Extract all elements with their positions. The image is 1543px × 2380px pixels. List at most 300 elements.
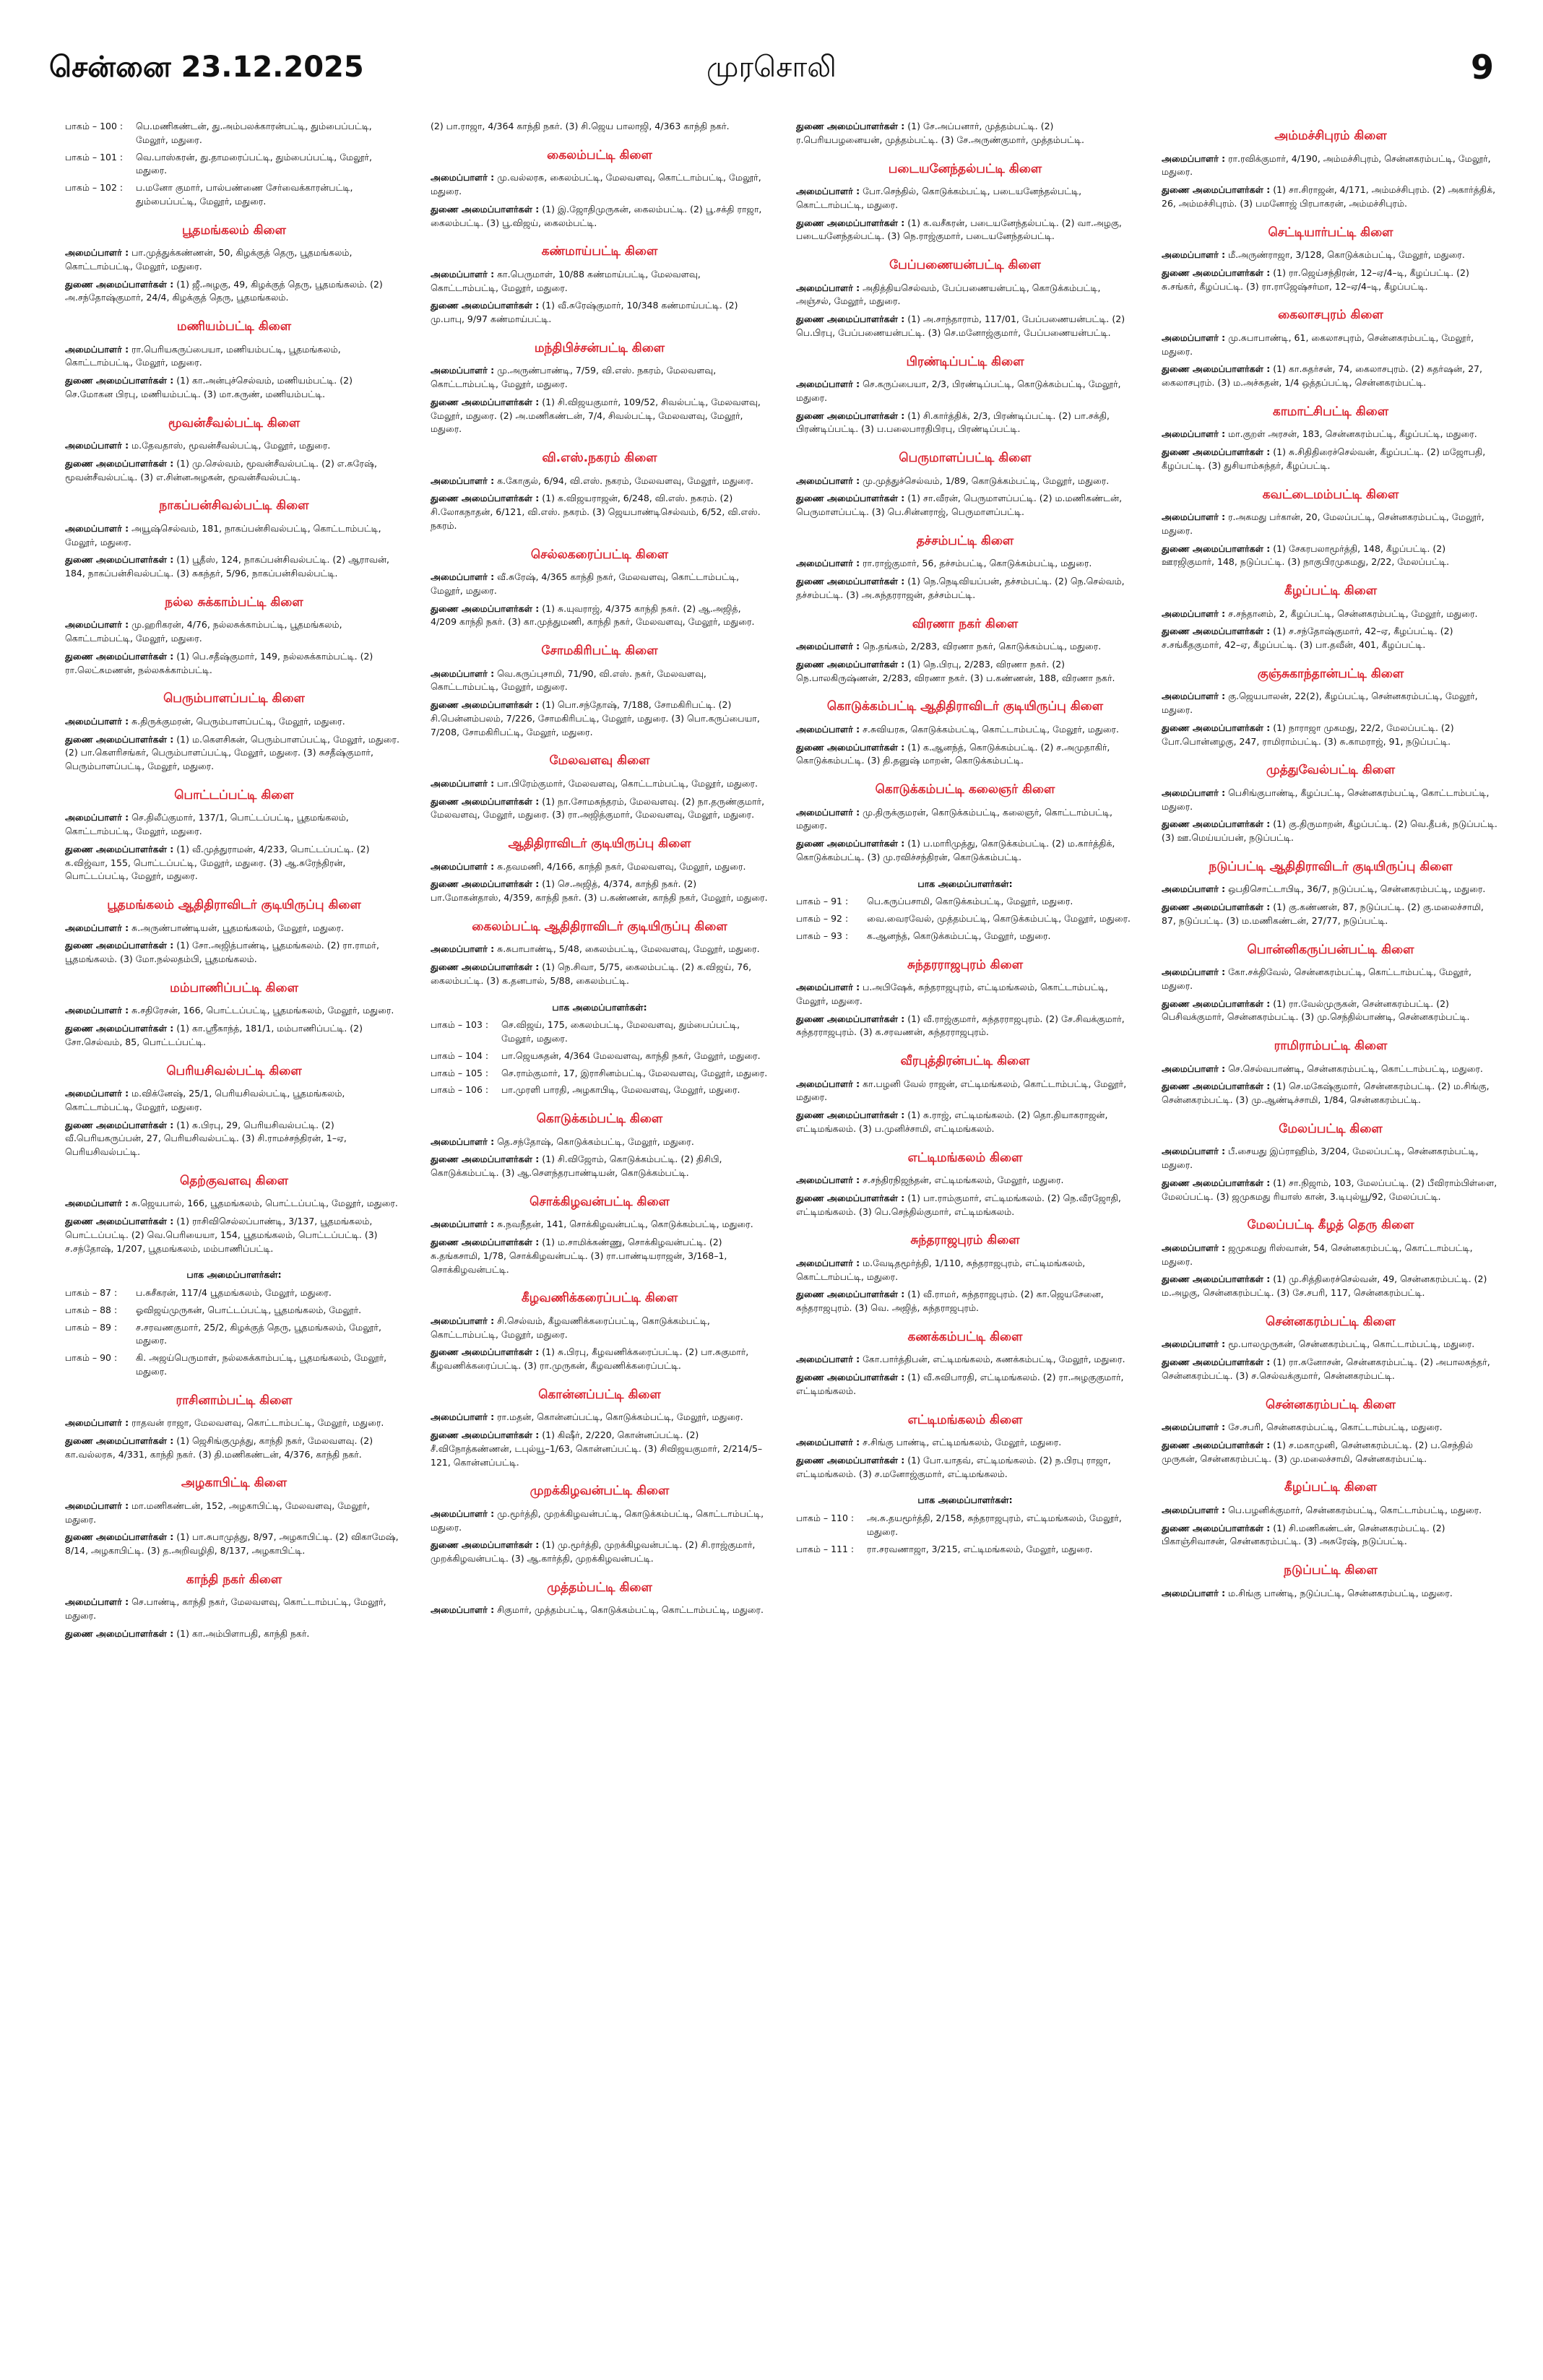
branch-title: கண்மாய்பட்டி கிளை [541, 244, 658, 259]
branch-section [431, 1482, 769, 1566]
branch-section [65, 1268, 403, 1378]
branch-section [431, 147, 769, 230]
branch-section [1162, 858, 1500, 928]
branch-section [796, 1494, 1134, 1556]
office-bearer-entry [431, 1507, 769, 1535]
role-label: துணை அமைப்பாளர்கள் : [431, 1429, 540, 1440]
office-bearer-text: (1) நெ.பிரபு, 2/283, விரணா நகர். (2) நெ.பாலகிருஷ்ணன், 2/283, விரணா நகர். (3) ப.கண்ணன், 188, விரணா நகர். [796, 658, 1115, 683]
branch-section [796, 956, 1134, 1040]
branch-section [1162, 1313, 1500, 1383]
office-bearer-text: பெ.பழனிக்குமார், சென்னகரம்பட்டி, கொட்டாம்பட்டி, மதுரை. [1228, 1504, 1482, 1515]
office-bearer-entry [1162, 1587, 1500, 1601]
office-bearer-entry [65, 939, 403, 966]
part-organiser-text: பெ.கருப்பசாமி, கொடுக்கம்பட்டி, மேலூர், மதுரை. [867, 896, 1073, 907]
branch-section [796, 698, 1134, 768]
office-bearer-text: (1) கு.கண்ணன், 87, நடுப்பட்டி. (2) கு.மலைச்சாமி, 87, நடுப்பட்டி. (3) ம.மணிகண்டன், 27/77, நடுப்பட்டி. [1162, 901, 1484, 926]
office-bearer-entry [65, 553, 403, 581]
office-bearer-entry [431, 1218, 769, 1232]
office-bearer-text: (1) சு.ராஜ், எட்டிமங்கலம். (2) தொ.தியாகராஜன், எட்டிமங்கலம். (3) ப.முனிச்சாமி, எட்டிமங்கலம். [796, 1109, 1108, 1134]
branch-title: மேலவளவு கிளை [549, 753, 650, 769]
role-label: அமைப்பாளர் : [1162, 691, 1226, 702]
office-bearer-entry [796, 1371, 1134, 1398]
office-bearer-text: (1) சு.யுவராஜ், 4/375 காந்தி நகர். (2) ஆ.அஜித், 4/209 காந்தி நகர். (3) கா.முத்துமணி, காந்தி நகர், மேலவளவு, மேலூர், மதுரை. [431, 602, 755, 628]
office-bearer-text: ச.சந்திரநிஜந்தன், எட்டிமங்கலம், மேலூர், மதுரை. [863, 1174, 1064, 1185]
office-bearer-entry [65, 1596, 403, 1623]
branch-section [796, 449, 1134, 519]
office-bearer-entry [65, 1119, 403, 1159]
office-bearer-text: மு.அருண்பாண்டி, 7/59, வி.எஸ். நகரம், மேலவளவு, கொட்டாம்பட்டி, மேலூர், மதுரை. [431, 365, 717, 389]
role-label: துணை அமைப்பாளர்கள் : [431, 396, 540, 407]
branch-section [65, 1474, 403, 1558]
part-number: பாகம் – 104 : [431, 1050, 489, 1061]
office-bearer-entry [1162, 966, 1500, 993]
part-organiser-row [431, 1083, 769, 1097]
office-bearer-text: (1) மு.சித்திரைச்செல்வன், 49, சென்னகரம்பட்டி. (2) ம.அழகு, சென்னகரம்பட்டி. (3) சே.சபரி, 117, சென்னகரம்பட்டி. [1162, 1273, 1487, 1298]
branch-section [796, 1232, 1134, 1315]
role-label: அமைப்பாளர் : [796, 806, 860, 818]
office-bearer-text: (1) சா.சிராஜன், 4/171, அம்மச்சிபுரம். (2) அகார்த்திக், 26, அம்மச்சிபுரம். (3) பமனோஜ் பிரபாகரன், அம்மச்சிபுரம். [1162, 184, 1496, 209]
office-bearer-text: (1) ரா.வேல்முருகன், சென்னகரம்பட்டி. (2) பெசிவக்குமார், சென்னகரம்பட்டி. (3) மு.செந்தில்பாண்டி, சென்னகரம்பட்டி. [1162, 998, 1470, 1023]
office-bearer-text: சு.திருக்குமரன், பெரும்பாளப்பட்டி, மேலூர், மதுரை. [131, 715, 345, 727]
branch-title: மணியம்பட்டி கிளை [176, 319, 292, 334]
role-label: துணை அமைப்பாளர்கள் : [1162, 818, 1271, 830]
branch-title: பொட்டப்பட்டி கிளை [174, 787, 294, 802]
branch-section [65, 787, 403, 883]
office-bearer-entry [65, 522, 403, 550]
role-label: துணை அமைப்பாளர்கள் : [796, 313, 905, 324]
branch-section [1162, 665, 1500, 749]
office-bearer-entry [1162, 1063, 1500, 1076]
office-bearer-text: (1) அ.சாந்தாராம், 117/01, பேப்பணையன்பட்டி. (2) பெ.பிரபு, பேப்பணையன்பட்டி. (3) செ.மனோஜ்குமார், பேப்பணையன்பட்டி. [796, 313, 1125, 338]
office-bearer-entry [796, 741, 1134, 769]
role-label: துணை அமைப்பாளர்கள் : [65, 1216, 174, 1226]
part-number: பாகம் – 102 : [65, 182, 124, 193]
role-label: துணை அமைப்பாளர்கள் : [796, 1372, 905, 1382]
office-bearer-text: பா.முத்துக்கண்ணன், 50, கிழக்குத் தெரு, பூதமங்கலம், கொட்டாம்பட்டி, மேலூர், மதுரை. [65, 247, 353, 272]
role-label: அமைப்பாளர் : [431, 1411, 495, 1423]
branch-section [65, 415, 403, 485]
part-organiser-row [65, 181, 403, 209]
office-bearer-text: மு.ஹரிகரன், 4/76, நல்லசுக்காம்பட்டி, பூதமங்கலம், கொட்டாம்பட்டி, மேலூர், மதுரை. [65, 619, 342, 644]
branch-section [431, 835, 769, 905]
office-bearer-text: சே.சபரி, சென்னகரம்பட்டி, கொட்டாம்பட்டி, மதுரை. [1228, 1421, 1443, 1432]
office-bearer-text: க.கோகுல், 6/94, வி.எஸ். நகரம், மேலவளவு, மேலூர், மதுரை. [497, 475, 753, 486]
role-label: துணை அமைப்பாளர்கள் : [1162, 1439, 1271, 1450]
office-bearer-entry [65, 1215, 403, 1255]
role-label: அமைப்பாளர் : [431, 365, 495, 376]
office-bearer-text: (1) நெ.சிவா, 5/75, கைலம்பட்டி. (2) க.விஜய், 76, கைலம்பட்டி. (3) க.தனபால், 5/88, கைலம்பட்டி. [431, 961, 752, 986]
branch-section [1162, 1037, 1500, 1107]
office-bearer-entry [796, 185, 1134, 212]
office-bearer-text: சு.சுபாபாண்டி, 5/48, கைலம்பட்டி, மேலவளவு, மேலூர், மதுரை. [497, 943, 760, 955]
branch-title: காமாட்சிபட்டி கிளை [1272, 404, 1389, 419]
role-label: அமைப்பாளர் : [796, 1257, 860, 1268]
office-bearer-text: (1) சா.வீரன், பெருமாளப்பட்டி. (2) ம.மணிகண்டன், பெருமாளப்பட்டி. (3) பெ.சின்னராஜ், பெருமாளப்பட்டி. [796, 493, 1123, 517]
office-bearer-entry [431, 1346, 769, 1373]
office-bearer-entry [65, 1416, 403, 1430]
office-bearer-entry [431, 698, 769, 739]
part-number: பாகம் – 105 : [431, 1067, 489, 1078]
office-bearer-text: மு.வல்லரசு, கைலம்பட்டி, மேலவளவு, கொட்டாம்பட்டி, மேலூர், மதுரை. [431, 172, 761, 196]
office-bearer-entry [796, 313, 1134, 340]
office-bearer-entry [796, 1353, 1134, 1367]
branch-section [431, 752, 769, 822]
role-label: துணை அமைப்பாளர்கள் : [65, 940, 174, 951]
office-bearer-text: மு.சுபாபாண்டி, 61, கைலாசபுரம், சென்னகரம்பட்டி, மேலூர், மதுரை. [1162, 332, 1474, 357]
office-bearer-entry [65, 374, 403, 402]
office-bearer-entry [65, 922, 403, 935]
part-organiser-row [65, 1351, 403, 1379]
office-bearer-text: செ.திலீப்குமார், 137/1, பொட்டப்பட்டி, பூதமங்கலம், கொட்டாம்பட்டி, மேலூர், மதுரை. [65, 812, 349, 836]
office-bearer-entry [431, 1539, 769, 1566]
part-organiser-text: ச.சரவணகுமார், 25/2, கிழக்குத் தெரு, பூதமங்கலம், மேலூர், மதுரை. [136, 1321, 381, 1346]
role-label: துணை அமைப்பாளர்கள் : [431, 1237, 540, 1247]
role-label: அமைப்பாளர் : [65, 247, 129, 258]
office-bearer-entry [796, 410, 1134, 437]
office-bearer-text: (1) கா.அம்பிளாபதி, காந்தி நகர். [176, 1627, 310, 1639]
office-bearer-entry [65, 457, 403, 485]
part-organiser-row [431, 1067, 769, 1081]
branch-title: சொக்கிழவன்பட்டி கிளை [530, 1194, 670, 1209]
branch-section [796, 160, 1134, 244]
column-2 [431, 120, 769, 1630]
part-organiser-row [796, 1543, 1134, 1557]
branch-section [65, 1392, 403, 1462]
office-bearer-text: (1) சி.மணிகண்டன், சென்னகரம்பட்டி. (2) பிகாஞ்சிவாசன், சென்னகரம்பட்டி. (3) அசுரேஷ், நடுப்பட்டி. [1162, 1522, 1445, 1547]
branch-section [1162, 941, 1500, 1025]
office-bearer-text: (1) போ.யாதவ், எட்டிமங்கலம். (2) ந.பிரபு ராஜா, எட்டிமங்கலம். (3) ச.மனோஜ்குமார், எட்டிமங்கலம். [796, 1454, 1111, 1479]
role-label: அமைப்பாளர் : [65, 1596, 129, 1608]
office-bearer-entry [796, 475, 1134, 488]
branch-title: வீரபுத்திரன்பட்டி கிளை [900, 1054, 1030, 1068]
part-number: பாகம் – 106 : [431, 1084, 489, 1096]
branch-section [65, 120, 403, 209]
office-bearer-entry [1162, 1273, 1500, 1300]
office-bearer-entry [431, 492, 769, 532]
office-bearer-text: (1) பொ.சந்தோஷ், 7/188, சோமகிரிபட்டி. (2) சி.பென்னம்பலம், 7/226, சோமகிரிபட்டி, மேலூர், மதுரை. (3) பொ.கருப்பையா, 7/208, சோமகிரிபட்டி, மேலூர், மதுரை. [431, 699, 760, 737]
office-bearer-text: (1) ராசிவிசெல்லப்பாண்டி, 3/137, பூதமங்கலம், பொட்டப்பட்டி. (2) வெ.பெரியையா, 154, பூதமங்கலம், பொட்டப்பட்டி. (3) ச.சந்தோஷ், 1/207, பூதமங்கலம், மம்பாணிப்பட்டி. [65, 1216, 378, 1254]
office-bearer-entry [1162, 152, 1500, 180]
part-organiser-row [65, 1304, 403, 1317]
role-label: துணை அமைப்பாளர்கள் : [65, 650, 174, 662]
role-label: அமைப்பாளர் : [1162, 787, 1226, 798]
branch-title: கொடுக்கம்பட்டி கலைஞர் கிளை [875, 782, 1055, 797]
branch-section [65, 1571, 403, 1641]
role-label: அமைப்பாளர் : [796, 186, 860, 196]
office-bearer-entry [1162, 1338, 1500, 1351]
branch-title: நடுப்பட்டி கிளை [1284, 1563, 1378, 1578]
role-label: அமைப்பாளர் : [796, 641, 860, 652]
office-bearer-text: (1) ப.மாரிமுத்து, கொடுக்கம்பட்டி. (2) ம.கார்த்திக், கொடுக்கம்பட்டி. (3) மு.ரவிச்சந்திரன், கொடுக்கம்பட்டி. [796, 838, 1115, 862]
office-bearer-entry [431, 777, 769, 791]
office-bearer-entry [1162, 332, 1500, 359]
office-bearer-entry [796, 575, 1134, 602]
branch-section [796, 878, 1134, 943]
role-label: துணை அமைப்பாளர்கள் : [1162, 446, 1271, 457]
branch-title: மேலப்பட்டி கீழத் தெரு கிளை [1247, 1218, 1414, 1233]
role-label: அமைப்பாளர் : [1162, 1146, 1226, 1157]
office-bearer-entry [1162, 883, 1500, 896]
office-bearer-entry [65, 343, 403, 371]
office-bearer-text: தெ.சந்தோஷ், கொடுக்கம்பட்டி, மேலூர், மதுரை. [497, 1135, 694, 1147]
role-label: அமைப்பாளர் : [796, 282, 860, 293]
part-organiser-text: கி. அஜய்பெருமாள், நல்லசுக்காம்பட்டி, பூதமங்கலம், மேலூர், மதுரை. [136, 1352, 387, 1377]
office-bearer-entry [796, 1174, 1134, 1187]
office-bearer-text: மீ.அருண்ராஜா, 3/128, கொடுக்கம்பட்டி, மேலூர், மதுரை. [1228, 249, 1465, 260]
branch-section [431, 1193, 769, 1277]
branch-title: கைலாசபுரம் கிளை [1278, 308, 1383, 323]
branch-title: கீழப்பட்டி கிளை [1284, 584, 1378, 598]
office-bearer-entry [431, 1604, 769, 1617]
office-bearer-entry [65, 278, 403, 306]
role-label: அமைப்பாளர் : [796, 723, 860, 735]
branch-section [796, 1149, 1134, 1219]
office-bearer-entry [431, 1135, 769, 1149]
branch-section [1162, 1216, 1500, 1300]
role-label: அமைப்பாளர் : [796, 1174, 860, 1185]
branch-title: கீழவணிக்கரைப்பட்டி கிளை [521, 1291, 678, 1306]
role-label: துணை அமைப்பாளர்கள் : [796, 576, 905, 587]
branch-section [431, 243, 769, 326]
office-bearer-entry [65, 1435, 403, 1462]
office-bearer-text: அதித்தியசெல்வம், பேப்பணையன்பட்டி, கொடுக்கம்பட்டி, அஞ்சல், மேலூர், மதுரை. [796, 282, 1101, 307]
role-label: துணை அமைப்பாளர்கள் : [65, 1119, 174, 1130]
role-label: அமைப்பாளர் : [65, 619, 129, 631]
office-bearer-entry [1162, 1439, 1500, 1466]
office-bearer-text: ப.அபிஷேக், சுந்தராஜபுரம், எட்டிமங்கலம், கொட்டாம்பட்டி, மேலூர், மதுரை. [796, 982, 1108, 1006]
part-organiser-text: செ.விஜய், 175, கைலம்பட்டி, மேலவளவு, தும்பைப்பட்டி, மேலூர், மதுரை. [501, 1019, 740, 1044]
edition-date: சென்னை 23.12.2025 [49, 51, 364, 84]
branch-section [1162, 1479, 1500, 1549]
office-bearer-entry [1162, 542, 1500, 570]
part-number: பாகம் – 93 : [796, 930, 849, 941]
part-organiser-row [431, 1018, 769, 1046]
branch-section [796, 1411, 1134, 1481]
part-organiser-text: அ.சு.தயமூர்த்தி, 2/158, சுந்தராஜபுரம், எட்டிமங்கலம், மேலூர், மதுரை. [867, 1513, 1122, 1537]
office-bearer-entry [1162, 363, 1500, 390]
branch-section [65, 979, 403, 1050]
office-bearer-entry [796, 1257, 1134, 1284]
office-bearer-text: ஜமுகமது ரிஸ்வான், 54, சென்னகரம்பட்டி, கொட்டாம்பட்டி, மதுரை. [1162, 1242, 1473, 1267]
branch-title: எட்டிமங்கலம் கிளை [907, 1150, 1023, 1165]
office-bearer-text: (1) க.விஜயராஜன், 6/248, வி.எஸ். நகரம். (2) சி.லோகநாதன், 6/121, வி.எஸ். நகரம். (3) ஜெயபாண்டிசெல்வம், 6/52, வி.எஸ். நகரம். [431, 493, 761, 531]
branch-title: பொன்னிகருப்பன்பட்டி கிளை [1247, 942, 1414, 957]
office-bearer-text: (1) நெ.நெடிவியப்பன், தச்சம்பட்டி. (2) நெ.செல்வம், தச்சம்பட்டி. (3) அ.சுந்தரராஜன், தச்சம்பட்டி. [796, 576, 1125, 600]
office-bearer-text: மா.குறள் அரசன், 183, சென்னகரம்பட்டி, கீழப்பட்டி, மதுரை. [1228, 428, 1477, 440]
office-bearer-text: ர.அகமது பர்கான், 20, மேலப்பட்டி, சென்னகரம்பட்டி, மேலூர், மதுரை. [1162, 511, 1484, 536]
office-bearer-text: (1) செ.மகேஷ்குமார், சென்னகரம்பட்டி. (2) ம.சிங்கு, சென்னகரம்பட்டி. (3) மு.ஆண்டிச்சாமி, 1/84, சென்னகரம்பட்டி. [1162, 1081, 1490, 1105]
role-label: துணை அமைப்பாளர்கள் : [431, 493, 540, 504]
newspaper-name: முரசொலி [706, 51, 837, 84]
role-label: அமைப்பாளர் : [1162, 152, 1226, 164]
office-bearer-entry [1162, 446, 1500, 473]
office-bearer-text: மூ.பாலமுருகன், சென்னகரம்பட்டி, கொட்டாம்பட்டி, மதுரை. [1228, 1338, 1475, 1350]
office-bearer-entry [65, 650, 403, 678]
role-label: துணை அமைப்பாளர்கள் : [431, 203, 540, 215]
role-label: அமைப்பாளர் : [431, 475, 495, 486]
part-organiser-text: வை.வைரவேல், முத்தம்பட்டி, கொடுக்கம்பட்டி, மேலூர், மதுரை. [867, 913, 1131, 924]
office-bearer-entry [431, 961, 769, 988]
role-label: அமைப்பாளர் : [796, 1437, 860, 1448]
part-organiser-row [796, 895, 1134, 909]
office-bearer-text: (1) சா.நிஜாம், 103, மேலப்பட்டி. (2) பீவிராம்பிள்ளை, மேலப்பட்டி. (3) ஜமுகமது ரியாஸ் கான், 3.டிபுல்யூ/92, மேலப்பட்டி. [1162, 1177, 1497, 1202]
office-bearer-text: ரா.ரவிக்குமார், 4/190, அம்மச்சிபுரம், சென்னகரம்பட்டி, மேலூர், மதுரை. [1162, 152, 1491, 178]
role-label: துணை அமைப்பாளர்கள் : [796, 410, 905, 421]
branch-section [431, 546, 769, 630]
role-label: துணை அமைப்பாளர்கள் : [1162, 901, 1271, 912]
office-bearer-entry [796, 981, 1134, 1008]
office-bearer-entry [1162, 607, 1500, 621]
office-bearer-entry [65, 811, 403, 839]
branch-section [431, 449, 769, 533]
office-bearer-text: வீ.சுரேஷ், 4/365 காந்தி நகர், மேலவளவு, கொட்டாம்பட்டி, மேலூர், மதுரை. [431, 571, 740, 596]
office-bearer-text: ம.சிங்கு பாண்டி, நடுப்பட்டி, சென்னகரம்பட்டி, மதுரை. [1228, 1587, 1453, 1598]
office-bearer-text: ம.தேவதாஸ், மூவன்சீவல்பட்டி, மேலூர், மதுரை. [131, 440, 331, 451]
branch-title: முறக்கிழவன்பட்டி கிளை [530, 1484, 670, 1499]
office-bearer-text: (1) மு.செல்வம், மூவன்சீவல்பட்டி. (2) எ.சுரேஷ், மூவன்சீவல்பட்டி. (3) எ.சின்னஅழகன், மூவன்சீவல்பட்டி. [65, 457, 377, 483]
role-label: துணை அமைப்பாளர்கள் : [431, 300, 540, 311]
office-bearer-text: (1) பூதீஸ், 124, நாகப்பன்சிவல்பட்டி. (2) ஆராவன், 184, நாகப்பன்சிவல்பட்டி. (3) சுகந்தர், 5/96, நாகப்பன்சிவல்பட்டி. [65, 554, 389, 579]
role-label: அமைப்பாளர் : [1162, 332, 1226, 343]
office-bearer-entry [431, 795, 769, 823]
office-bearer-text: மு.திருக்குமரன், கொடுக்கம்பட்டி, கலைஞர், கொட்டாம்பட்டி, மதுரை. [796, 806, 1112, 831]
branch-section [65, 318, 403, 402]
office-bearer-entry [65, 1531, 403, 1558]
role-label: துணை அமைப்பாளர்கள் : [431, 795, 540, 807]
branch-title: செட்டியார்பட்டி கிளை [1268, 225, 1393, 240]
office-bearer-text: (1) கா.அன்புச்செல்வம், மணியம்பட்டி. (2) செ.மோகன பிரபு, மணியம்பட்டி. (3) மா.கருண், மணியம்பட்டி. [65, 375, 353, 399]
branch-title: வி.எஸ்.நகரம் கிளை [542, 451, 657, 465]
office-bearer-text: கா.பெருமாள், 10/88 கண்மாய்பட்டி, மேலவளவு, கொட்டாம்பட்டி, மேலூர், மதுரை. [431, 268, 701, 293]
branch-title: கைலம்பட்டி கிளை [547, 147, 652, 163]
office-bearer-entry [1162, 1421, 1500, 1435]
office-bearer-text: மா.மணிகண்டன், 152, அழகாபிட்டி, மேலவளவு, மேலூர், மதுரை. [65, 1500, 370, 1525]
branch-section [796, 1052, 1134, 1136]
role-label: அமைப்பாளர் : [431, 172, 495, 183]
office-bearer-text: (1) சி.விஜோம், கொடுக்கம்பட்டி. (2) திசிபி, கொடுக்கம்பட்டி. (3) ஆ.சௌந்தரபாண்டியன், கொடுக்கம்பட்டி. [431, 1154, 722, 1178]
part-organiser-row [796, 912, 1134, 926]
office-bearer-entry [796, 1454, 1134, 1481]
role-label: துணை அமைப்பாளர்கள் : [65, 1627, 174, 1639]
office-bearer-entry [1162, 722, 1500, 749]
office-bearer-entry [1162, 690, 1500, 717]
office-bearer-text: சிகுமார், முத்தம்பட்டி, கொடுக்கம்பட்டி, கொட்டாம்பட்டி, மதுரை. [497, 1604, 764, 1616]
branch-section [431, 1579, 769, 1617]
role-label: துணை அமைப்பாளர்கள் : [65, 278, 174, 290]
branch-section [1162, 403, 1500, 473]
branch-section [65, 1172, 403, 1256]
branch-title: சோமகிரிபட்டி கிளை [541, 644, 658, 658]
office-bearer-entry [65, 246, 403, 274]
office-bearer-entry [65, 1500, 403, 1527]
office-bearer-entry [796, 120, 1134, 147]
office-bearer-text: (1) ஜீ.அழகு, 49, கிழக்குத் தெரு, பூதமங்கலம். (2) அ.சந்தோஷ்குமார், 24/4, கிழக்குத் தெரு, பூதமங்கலம். [65, 278, 383, 303]
part-organiser-text: ப.மனோ குமார், பால்பண்ணை சேர்வைக்காரன்பட்டி, தும்பைப்பட்டி, மேலூர், மதுரை. [136, 182, 353, 207]
branch-title: சுந்தரராஜபுரம் கிளை [907, 957, 1024, 972]
part-organiser-text: வெ.பாஸ்கரன், து.தாமரைப்பட்டி, தும்பைப்பட்டி, மேலூர், மதுரை. [136, 151, 372, 176]
office-bearer-text: (1) வீ.சுரேஷ்குமார், 10/348 கண்மாய்பட்டி. (2) மு.பாபு, 9/97 கண்மாய்பட்டி. [431, 300, 738, 324]
role-label: துணை அமைப்பாளர்கள் : [796, 1192, 905, 1203]
role-label: துணை அமைப்பாளர்கள் : [1162, 1522, 1271, 1533]
branch-section [1162, 1562, 1500, 1600]
branch-title: ராமிராம்பட்டி கிளை [1274, 1039, 1388, 1053]
office-bearer-entry [1162, 1504, 1500, 1518]
branch-title: பெருமாளப்பட்டி கிளை [899, 451, 1032, 465]
role-label: அமைப்பாளர் : [431, 1219, 495, 1230]
role-label: துணை அமைப்பாளர்கள் : [1162, 363, 1271, 375]
branch-title: அம்மச்சிபுரம் கிளை [1274, 129, 1387, 143]
office-bearer-text: சு.தவமணி, 4/166, காந்தி நகர், மேலவளவு, மேலூர், மதுரை. [497, 860, 746, 872]
role-label: அமைப்பாளர் : [431, 571, 495, 582]
part-organiser-text: பெ.மணிகண்டன், து.அம்பலக்காரன்பட்டி, தும்பைப்பட்டி, மேலூர், மதுரை. [136, 121, 372, 145]
role-label: அமைப்பாளர் : [796, 475, 860, 486]
role-label: துணை அமைப்பாளர்கள் : [1162, 1273, 1271, 1285]
part-organiser-row [65, 151, 403, 178]
branch-title: தச்சம்பட்டி கிளை [916, 533, 1014, 548]
role-label: அமைப்பாளர் : [796, 1078, 860, 1089]
role-label: துணை அமைப்பாளர்கள் : [431, 602, 540, 614]
office-bearer-text: ம.வேடிதமூர்த்தி, 1/110, சுந்தராஜபுரம், எட்டிமங்கலம், கொட்டாம்பட்டி, மதுரை. [796, 1257, 1086, 1282]
office-bearer-text: (1) கிஷீர், 2/220, கொன்னப்பட்டி. (2) சீ.விநோத்கண்ணன், டபுல்யூ–1/63, கொன்னப்பட்டி. (3) சிவிஜயகுமார், 2/214/5–121, கொன்னப்பட்டி. [431, 1429, 763, 1468]
branch-title: சென்னகரம்பட்டி கிளை [1266, 1314, 1396, 1329]
part-organiser-row [65, 120, 403, 147]
role-label: துணை அமைப்பாளர்கள் : [65, 554, 174, 566]
part-organiser-row [796, 930, 1134, 943]
page-number: 9 [1470, 48, 1494, 87]
part-number: பாகம் – 111 : [796, 1543, 855, 1554]
part-organiser-text: ஓவிஜய்முருகன், பொட்டப்பட்டி, பூதமங்கலம், மேலூர். [136, 1304, 362, 1315]
branch-title: காந்தி நகர் கிளை [186, 1572, 282, 1587]
role-label: அமைப்பாளர் : [1162, 1587, 1226, 1598]
office-bearer-text: (1) மு.மூர்த்தி, முறக்கிழவன்பட்டி. (2) சி.ராஜ்குமார், முறக்கிழவன்பட்டி. (3) ஆ.கார்த்தி, முறக்கிழவன்பட்டி. [431, 1539, 756, 1564]
part-organisers-heading: பாக அமைப்பாளர்கள்: [917, 878, 1013, 889]
part-number: பாகம் – 103 : [431, 1019, 489, 1031]
part-organisers-heading: பாக அமைப்பாளர்கள்: [186, 1269, 282, 1281]
office-bearer-entry [796, 557, 1134, 571]
branch-title: கைலம்பட்டி ஆதிதிராவிடர் குடியிருப்பு கிளை [472, 919, 727, 934]
office-bearer-text: (1) சே.அப்பனார், முத்தம்பட்டி. (2) ர.பெரியபழனையன், முத்தம்பட்டி. (3) சே.அருண்குமார், முத்தம்பட்டி. [796, 121, 1084, 145]
office-bearer-text: ரா.பெரியகருப்பையா, மணியம்பட்டி, பூதமங்கலம், கொட்டாம்பட்டி, மேலூர், மதுரை. [65, 343, 341, 368]
branch-title: ராசினாம்பட்டி கிளை [176, 1393, 293, 1408]
office-bearer-text: சு.நவநீதன், 141, சொக்கிழவன்பட்டி, கொடுக்கம்பட்டி, மதுரை. [497, 1219, 753, 1230]
office-bearer-entry [431, 120, 769, 134]
office-bearer-entry [431, 1153, 769, 1180]
role-label: அமைப்பாளர் : [431, 1315, 495, 1326]
office-bearer-text: மு.மூர்த்தி, முறக்கிழவன்பட்டி, கொடுக்கம்பட்டி, கொட்டாம்பட்டி, மதுரை. [431, 1507, 764, 1533]
branch-section [796, 256, 1134, 340]
office-bearer-text: (1) ச.சந்தோஷ்குமார், 42–ஏ, கீழப்பட்டி. (2) ச.சங்கீதகுமார், 42–ஏ, கீழப்பட்டி. (3) பா.தவீன், 401, கீழப்பட்டி. [1162, 626, 1453, 650]
office-bearer-entry [431, 667, 769, 695]
office-bearer-text: பா.பிரேம்குமார், மேலவளவு, கொட்டாம்பட்டி, மேலூர், மதுரை. [497, 777, 758, 789]
office-bearer-text: ம.விக்னேஷ், 25/1, பெரியசிவல்பட்டி, பூதமங்கலம், கொட்டாம்பட்டி, மேலூர், மதுரை. [65, 1088, 345, 1112]
role-label: அமைப்பாளர் : [431, 860, 495, 872]
office-bearer-entry [431, 299, 769, 326]
role-label: துணை அமைப்பாளர்கள் : [1162, 542, 1271, 554]
role-label: துணை அமைப்பாளர்கள் : [65, 733, 174, 745]
branch-title: மந்திபிச்சன்பட்டி கிளை [534, 340, 665, 355]
branch-title: சென்னகரம்பட்டி கிளை [1266, 1397, 1396, 1412]
office-bearer-entry [1162, 183, 1500, 211]
office-bearer-text: சு.சதிரேசன், 166, பொட்டப்பட்டி, பூதமங்கலம், மேலூர், மதுரை. [131, 1005, 394, 1016]
office-bearer-entry [431, 571, 769, 598]
office-bearer-entry [431, 364, 769, 391]
office-bearer-entry [796, 378, 1134, 405]
role-label: துணை அமைப்பாளர்கள் : [65, 1531, 174, 1543]
branch-title: ஆதிதிராவிடர் குடியிருப்பு கிளை [508, 836, 691, 851]
branch-section [796, 353, 1134, 437]
office-bearer-entry [1162, 625, 1500, 652]
branch-section [431, 1289, 769, 1373]
